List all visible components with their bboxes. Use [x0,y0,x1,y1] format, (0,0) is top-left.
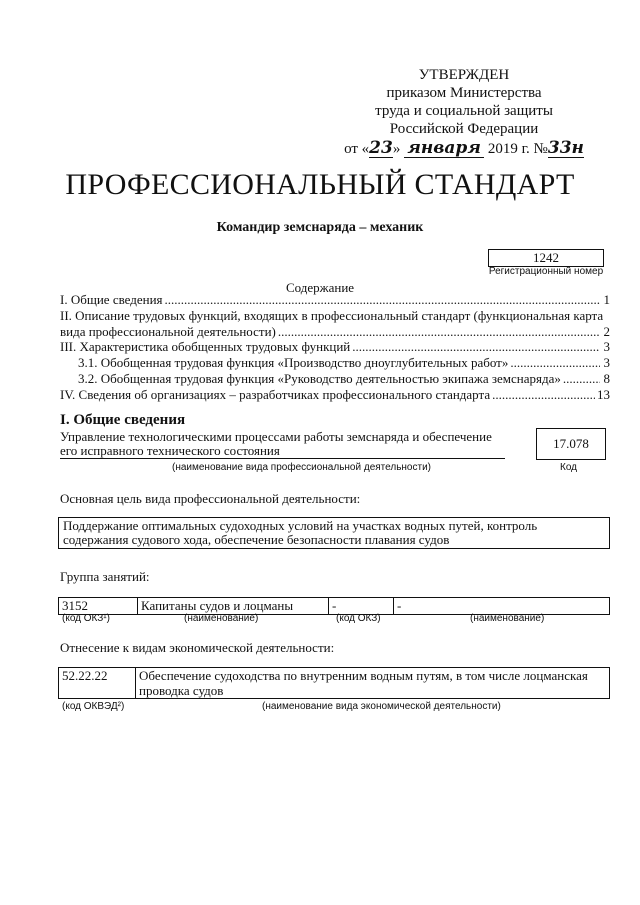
registration-number: 1242 [488,249,604,267]
activity-name: Управление технологическими процессами работы земснаряда и обеспечение его исправного технического состояния [60,429,492,458]
approval-year: 2019 г. № [487,141,548,157]
table-row [59,598,610,615]
goal-text: Поддержание оптимальных судоходных условий на участках водных путей, контроль содержания судового хода, обеспечение безопасности плавания судов [58,517,610,549]
activity-underline [60,458,505,459]
table-cell: Капитаны судов и лоцманы [138,598,329,615]
table-cell: - [329,598,394,615]
table-cell: 52.22.22 [59,668,136,699]
goal-label: Основная цель вида профессиональной деятельности: [60,491,361,506]
approval-line-1: УТВЕРЖДЕН [418,67,510,83]
group-caption: (код ОКЗ) [336,613,381,624]
toc-item[interactable]: III. Характеристика обобщенных трудовых функций ..... 3 [60,339,610,355]
toc-heading: Содержание [285,280,355,295]
registration-label: Регистрационный номер [488,266,604,277]
toc-item[interactable]: 3.1. Обобщенная трудовая функция «Производство дноуглубительных работ» ..... 3 [60,355,610,371]
toc-item[interactable]: 3.2. Обобщенная трудовая функция «Руководство деятельностью экипажа земснаряда» ..... 8 [60,371,610,387]
approval-block [330,66,598,158]
approval-month: января [404,139,484,158]
approval-line-3: труда и социальной защиты [375,103,553,119]
approval-line-2: приказом Министерства [386,85,542,101]
toc-item[interactable]: вида профессиональной деятельности) ..... 2 [60,324,610,340]
group-caption: (код ОКЗ¹) [62,613,110,624]
econ-caption: (код ОКВЭД²) [62,701,125,712]
code-caption: Код [560,462,578,473]
table-cell: - [394,598,610,615]
table-of-contents [60,292,610,403]
approval-date-line: от «23» января 2019 г. №33н [344,138,584,158]
approval-line-4: Российской Федерации [389,121,539,137]
toc-item[interactable]: I. Общие сведения ..... 1 [60,292,610,308]
activity-code: 17.078 [536,428,606,460]
approval-number: 33н [547,138,584,158]
toc-item[interactable]: II. Описание трудовых функций, входящих в профессиональный стандарт (функциональная карта [60,307,604,323]
table-row [59,668,610,699]
document-title: ПРОФЕССИОНАЛЬНЫЙ СТАНДАРТ [65,168,575,201]
group-caption: (наименование) [184,613,259,624]
group-label: Группа занятий: [60,569,150,584]
activity-caption: (наименование вида профессиональной деятельности) [172,462,431,473]
table-cell: 3152 [59,598,138,615]
document-subtitle: Командир земснаряда – механик [216,220,424,235]
toc-item[interactable]: IV. Сведения об организациях – разработчиках профессионального стандарта ..... 13 [60,387,610,403]
section-heading: I. Общие сведения [60,412,186,428]
approval-day: 23 [369,138,393,158]
table-cell: Обеспечение судоходства по внутренним водным путям, в том числе лоцманская проводка судов [136,668,610,699]
group-caption: (наименование) [470,613,545,624]
econ-label: Отнесение к видам экономической деятельности: [60,640,335,655]
econ-caption: (наименование вида экономической деятельности) [262,701,501,712]
econ-table [58,667,610,699]
